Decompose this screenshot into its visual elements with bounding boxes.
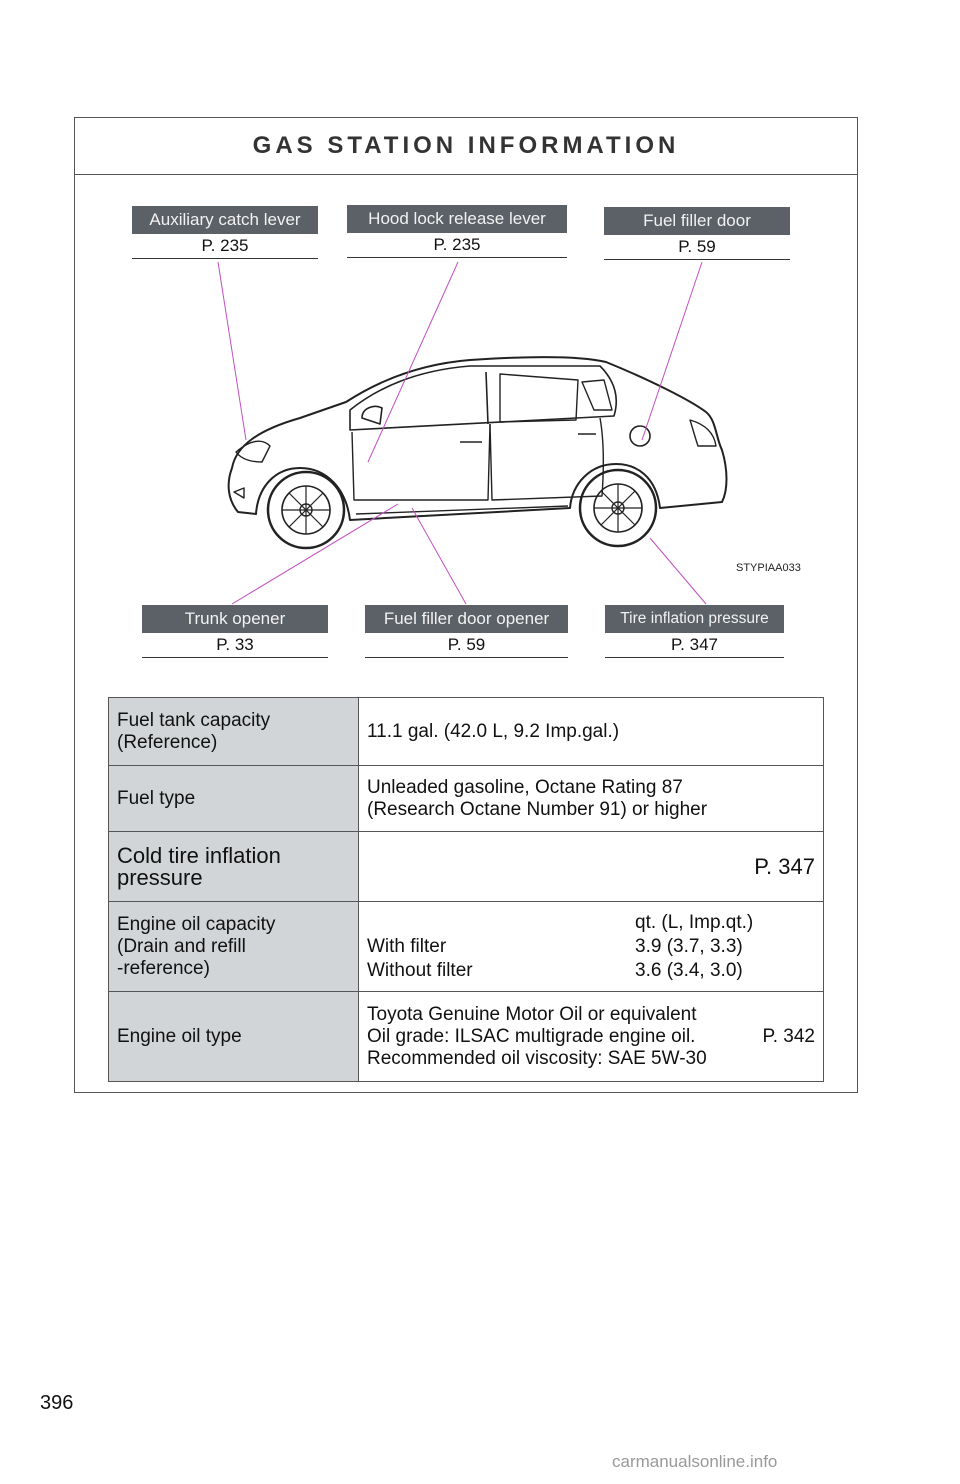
- page-reference: P. 59: [365, 633, 568, 658]
- label-auxiliary-catch-lever: [132, 206, 318, 259]
- oil-grade-page-reference: P. 342: [762, 1025, 815, 1047]
- oil-line-3: Recommended oil viscosity: SAE 5W-30: [367, 1047, 707, 1069]
- oil-capacity-unit: qt. (L, Imp.qt.): [635, 911, 754, 933]
- fuel-tank-capacity-label: Fuel tank capacity (Reference): [109, 698, 359, 766]
- table-row: [109, 832, 824, 902]
- without-filter-value: 3.6 (3.4, 3.0): [635, 959, 743, 981]
- fuel-tank-capacity-value: 11.1 gal. (42.0 L, 9.2 Imp.gal.): [359, 698, 824, 766]
- leader-lines: [218, 262, 706, 604]
- page-reference: P. 347: [605, 633, 784, 658]
- engine-oil-type-label: Engine oil type: [109, 992, 359, 1082]
- label-hood-lock-release-lever: [347, 205, 567, 258]
- car-illustration: [229, 357, 727, 548]
- image-code: STYPIAA033: [736, 562, 801, 574]
- table-row: [109, 902, 824, 992]
- label-name: Auxiliary catch lever: [132, 206, 318, 234]
- wheel-spokes: [282, 484, 642, 534]
- table-row: [109, 698, 824, 766]
- cold-tire-pressure-label: Cold tire inflation pressure: [109, 832, 359, 902]
- oil-line-1: Toyota Genuine Motor Oil or equivalent: [367, 1003, 697, 1025]
- page-reference: P. 235: [347, 233, 567, 258]
- engine-oil-capacity-label: Engine oil capacity (Drain and refill -reference): [109, 902, 359, 992]
- page-reference: P. 33: [142, 633, 328, 658]
- spec-table: [108, 697, 824, 1082]
- label-name: Fuel filler door: [604, 207, 790, 235]
- cold-tire-pressure-value: P. 347: [359, 832, 824, 902]
- car-diagram: [0, 0, 960, 700]
- with-filter-value: 3.9 (3.7, 3.3): [635, 935, 743, 957]
- page-number: 396: [40, 1392, 74, 1414]
- fuel-type-value: Unleaded gasoline, Octane Rating 87 (Research Octane Number 91) or higher: [359, 766, 824, 832]
- engine-oil-capacity-value: [359, 902, 824, 992]
- label-fuel-filler-door: [604, 207, 790, 260]
- page-reference: P. 59: [604, 235, 790, 260]
- page-reference: P. 235: [132, 234, 318, 259]
- table-row: [109, 766, 824, 832]
- oil-capacity-grid: [367, 911, 815, 983]
- label-fuel-filler-door-opener: [365, 605, 568, 658]
- fuel-type-label: Fuel type: [109, 766, 359, 832]
- engine-oil-type-value: [359, 992, 824, 1082]
- label-tire-inflation-pressure: [605, 605, 784, 658]
- label-trunk-opener: [142, 605, 328, 658]
- page-title: GAS STATION INFORMATION: [252, 132, 680, 159]
- label-name: Fuel filler door opener: [365, 605, 568, 633]
- label-name: Hood lock release lever: [347, 205, 567, 233]
- table-row: [109, 992, 824, 1082]
- oil-line-2: [367, 1026, 815, 1048]
- unit-spacer: [367, 911, 635, 935]
- watermark: carmanualsonline.info: [612, 1452, 778, 1471]
- oil-grade: Oil grade: ILSAC multigrade engine oil.: [367, 1025, 696, 1047]
- with-filter-label: With filter: [367, 935, 447, 957]
- label-name: Tire inflation pressure: [605, 605, 784, 633]
- label-name: Trunk opener: [142, 605, 328, 633]
- without-filter-label: Without filter: [367, 959, 473, 981]
